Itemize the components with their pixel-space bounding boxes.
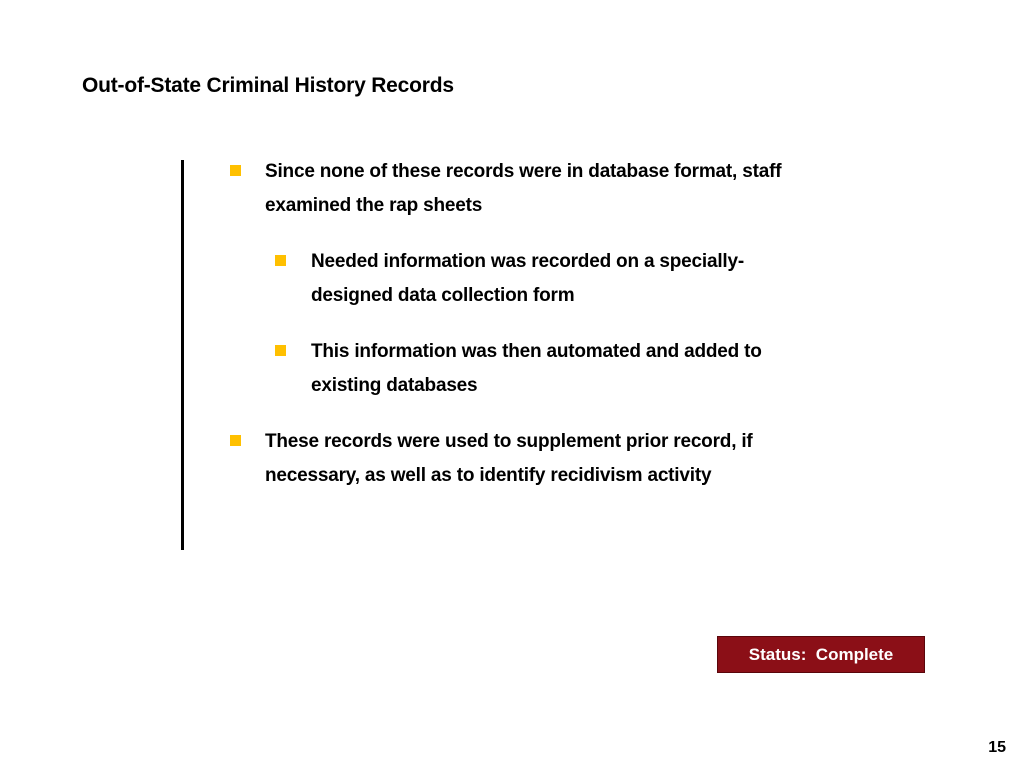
square-bullet-icon — [275, 255, 286, 266]
bullet-text: Needed information was recorded on a specially-designed data collection form — [311, 251, 744, 306]
vertical-divider — [181, 160, 184, 550]
bullet-item — [230, 155, 793, 223]
sub-bullet-item — [230, 245, 771, 313]
bullet-item — [230, 425, 793, 493]
square-bullet-icon — [230, 435, 241, 446]
slide-title: Out-of-State Criminal History Records — [82, 74, 454, 97]
square-bullet-icon — [275, 345, 286, 356]
status-badge: Status: Complete — [717, 636, 925, 673]
page-number: 15 — [988, 739, 1006, 756]
bullet-list — [230, 155, 810, 493]
bullet-text: Since none of these records were in database format, staff examined the rap sheets — [265, 161, 782, 216]
sub-bullet-item — [230, 335, 771, 403]
square-bullet-icon — [230, 165, 241, 176]
bullet-text: This information was then automated and added to existing databases — [311, 341, 762, 396]
bullet-text: These records were used to supplement prior record, if necessary, as well as to identify recidivism activity — [265, 431, 753, 486]
